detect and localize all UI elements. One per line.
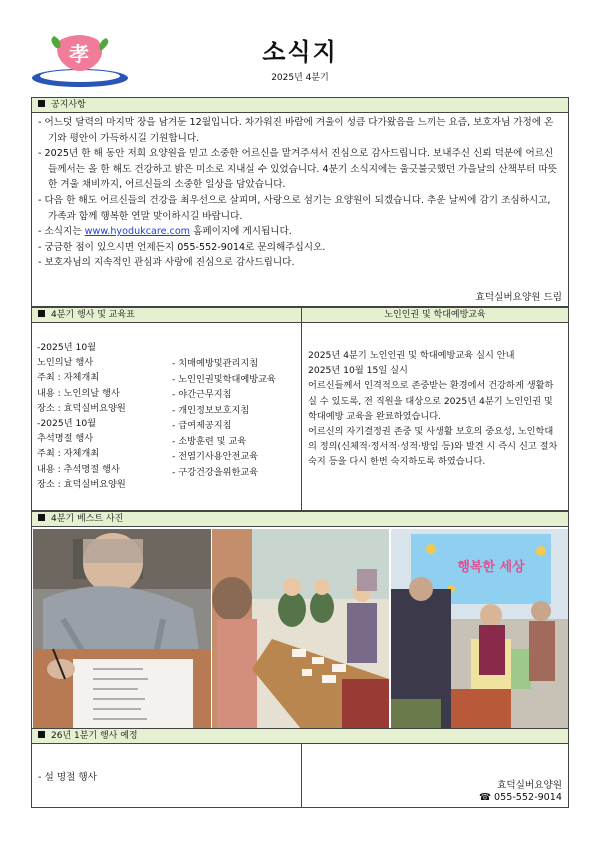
event-line: 내용 : 추석명절 행사 (37, 463, 120, 475)
notice-item-site (38, 224, 562, 240)
events-header (32, 308, 301, 323)
notice-item: - 2025년 한 해 동안 저희 요양원을 믿고 소중한 어르신을 맡겨주셔서 진심으로 감사드립니다. 보내주신 신뢰 덕분에 어르신들께서는 올 한 해도 건강하고 밝은 미소로 지내실 수 있었습니다. 4분기 소식지에는 울긋불긋했던 가을날의 산책부터 따뜻한 겨울 채비까지, 어르신들의 소중한 일상을 담았습니다. (38, 148, 558, 191)
plan-item: - 설 명절 행사 (38, 772, 97, 783)
logo-text: 孝 (69, 42, 89, 66)
notice-signoff: 효덕실버요양원 드림 (475, 292, 562, 303)
notice-heading: 공지사항 (51, 100, 86, 110)
edu-panel-header: 노인인권 및 학대예방교육 (302, 308, 568, 323)
banner-text: 행복한 세상 (457, 560, 525, 575)
photo-celebration (391, 529, 568, 730)
square-bullet-icon (38, 310, 45, 317)
photo-writing (33, 529, 211, 730)
event-line: 주최 : 자체개최 (37, 372, 100, 384)
event-line: 추석명절 행사 (37, 433, 94, 445)
education-item: - 야간근무지침 (172, 389, 232, 400)
quarter-label: 2025년 4분기 (271, 73, 329, 83)
square-bullet-icon (38, 514, 45, 521)
edu-line: 어르신의 자기결정권 존중 및 사생활 보호의 중요성, 노인학대의 정의(신체적·정서적·성적·방임 등)와 발견 시 즉시 신고 절차 숙지 등을 다시 한번 숙지하도록 하였습니다. (308, 426, 558, 468)
education-item: - 급여제공지침 (172, 420, 232, 431)
edu-line: 어르신들께서 인격적으로 존중받는 환경에서 건강하게 생활하실 수 있도록, 전 직원을 대상으로 2025년 4분기 노인인권 및 학대예방 교육을 완료하였습니다. (308, 380, 554, 422)
edu-panel (302, 308, 568, 510)
page-title: 소식지 (262, 38, 338, 66)
site-prefix: - 소식지는 (38, 226, 85, 238)
education-list (172, 356, 276, 480)
square-bullet-icon (38, 100, 45, 107)
homepage-link[interactable]: www.hyodukcare.com (84, 226, 191, 238)
notice-header (32, 98, 568, 113)
phone-line (479, 792, 562, 803)
events-heading: 4분기 행사 및 교육표 (51, 310, 135, 320)
notice-item: - 다음 한 해도 어르신들의 건강을 최우선으로 살피며, 사랑으로 섬기는 요양원이 되겠습니다. 추운 날씨에 감기 조심하시고, 가족과 함께 행복한 연말 맞이하시길 바랍니다. (38, 194, 551, 222)
edu-line: 2025년 4분기 노인인권 및 학대예방교육 실시 안내 (308, 350, 515, 361)
education-item: - 치매예방및관리지침 (172, 358, 259, 369)
education-item: - 노인인권및학대예방교육 (172, 373, 276, 385)
square-bullet-icon (38, 731, 45, 738)
notice-item: - 어느덧 달력의 마지막 장을 남겨둔 12월입니다. 차가워진 바람에 겨울이 성큼 다가왔음을 느끼는 요즘, 보호자님 가정에 온기와 평안이 가득하시길 기원합니다. (38, 117, 554, 144)
education-item: - 소방훈련 및 교육 (172, 435, 247, 447)
notice-item-contact: - 궁금한 점이 있으시면 언제든지 055-552-9014로 문의해주십시오. (38, 241, 326, 253)
event-line: 주최 : 자체개최 (37, 448, 100, 460)
phone-number: 055-552-9014 (494, 792, 562, 803)
phone-icon: ☎ (479, 792, 491, 803)
event-line: 노인의날 행사 (37, 357, 94, 369)
plan-header (32, 729, 568, 744)
photos-section (31, 511, 569, 731)
event-line: -2025년 10월 (37, 342, 97, 353)
site-suffix: 홈페이지에 게시됩니다. (190, 226, 292, 238)
education-item: - 구강건강을위한교육 (172, 466, 259, 478)
event-list (37, 340, 126, 492)
events-column (32, 308, 302, 510)
event-line: 내용 : 노인의날 행사 (37, 387, 120, 399)
notice-body (32, 113, 568, 271)
photo-activity (212, 529, 389, 730)
education-item: - 개인정보보호지침 (172, 404, 250, 416)
photos-header (32, 512, 568, 527)
event-line: 장소 : 효덕실버요양원 (37, 478, 126, 490)
organization-name: 효덕실버요양원 (497, 780, 562, 791)
plan-heading: 26년 1분기 행사 예정 (51, 731, 138, 741)
event-line: -2025년 10월 (37, 418, 97, 430)
edu-line: 2025년 10월 15일 실시 (308, 365, 408, 377)
event-line: 장소 : 효덕실버요양원 (37, 402, 126, 414)
plan-section (31, 728, 569, 808)
notice-item-thanks: - 보호자님의 지속적인 관심과 사랑에 진심으로 감사드립니다. (38, 257, 295, 269)
edu-panel-text (308, 348, 562, 470)
education-item: - 전염기사용안전교육 (172, 451, 259, 462)
events-section (31, 307, 569, 511)
notice-section (31, 97, 569, 307)
photos-heading: 4분기 베스트 사진 (51, 514, 124, 524)
